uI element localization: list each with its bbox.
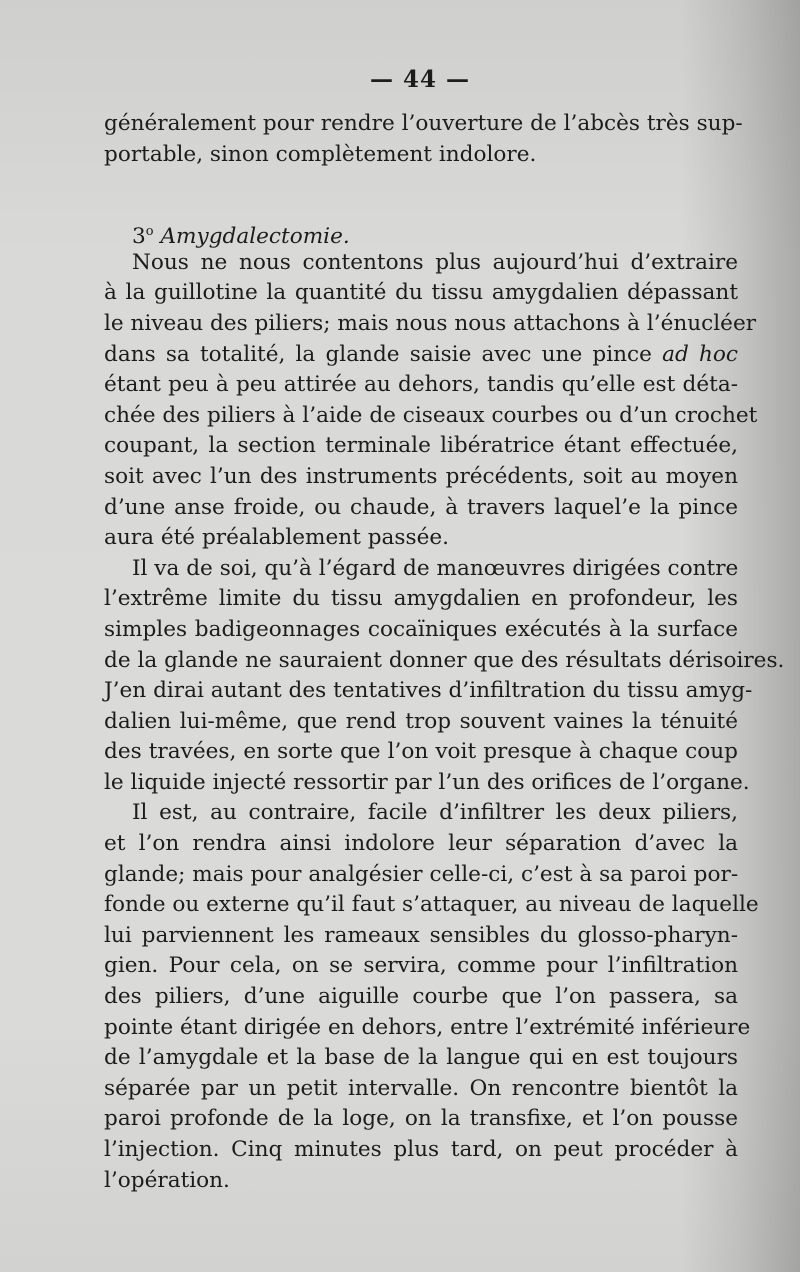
text-line: fonde ou externe qu’il faut s’attaquer, au niveau de laquelle xyxy=(104,892,759,918)
text-line: séparée par un petit intervalle. On rencontre bientôt la xyxy=(104,1075,738,1101)
text-line: de la glande ne sauraient donner que des résultats dérisoires. xyxy=(104,647,785,673)
text-line: généralement pour rendre l’ouverture de l’abcès très sup- xyxy=(104,111,743,136)
text-line: à la guillotine la quantité du tissu amygdalien dépassant xyxy=(104,280,738,306)
text-line: Il est, au contraire, facile d’infiltrer les deux piliers, xyxy=(132,800,738,826)
text-line: Il va de soi, qu’à l’égard de manœuvres dirigées contre xyxy=(132,555,739,581)
text-line: Nous ne nous contentons plus aujourd’hui d’extraire xyxy=(132,249,738,275)
text-line: J’en dirai autant des tentatives d’infiltration du tissu amyg- xyxy=(104,678,753,704)
text-line: et l’on rendra ainsi indolore leur séparation d’avec la xyxy=(104,831,738,857)
text-line: dans sa totalité, la glande saisie avec une pince ad hoc xyxy=(104,341,738,367)
text-line: d’une anse froide, ou chaude, à travers laquel’e la pince xyxy=(104,494,738,520)
text-line: de l’amygdale et la base de la langue qui en est toujours xyxy=(104,1045,738,1071)
section-number: 3$^o$ xyxy=(132,224,154,250)
page-body xyxy=(104,109,785,1196)
text-line: simples badigeonnages cocaïniques exécutés à la surface xyxy=(104,616,738,642)
text-line: portable, sinon complètement indolore. xyxy=(104,141,537,167)
text-line: chée des piliers à l’aide de ciseaux courbes ou d’un crochet xyxy=(104,402,758,428)
text-line: coupant, la section terminale libératrice étant effectuée, xyxy=(104,433,738,459)
text-line: l’extrême limite du tissu amygdalien en profondeur, les xyxy=(104,586,738,612)
text-line: aura été préalablement passée. xyxy=(104,525,450,551)
text-line: dalien lui-même, que rend trop souvent vaines la ténuité xyxy=(104,708,738,734)
text-line: des piliers, d’une aiguille courbe que l’on passera, sa xyxy=(104,984,738,1010)
text-line: l’opération. xyxy=(104,1167,230,1193)
text-line: étant peu à peu attirée au dehors, tandis qu’elle est déta- xyxy=(104,372,738,398)
section-title: Amygdalectomie. xyxy=(160,224,350,250)
text-line: pointe étant dirigée en dehors, entre l’extrémité inférieure xyxy=(104,1014,751,1040)
text-line: glande; mais pour analgésier celle-ci, c’est à sa paroi por- xyxy=(104,861,739,887)
text-line: le liquide injecté ressortir par l’un des orifices de l’organe. xyxy=(104,769,750,795)
page-number: — 44 — xyxy=(369,66,471,93)
text-line: gien. Pour cela, on se servira, comme pour l’infiltration xyxy=(104,953,738,979)
paragraph-gap xyxy=(104,170,738,217)
section-heading xyxy=(104,217,738,248)
text-line: l’injection. Cinq minutes plus tard, on peut procéder à xyxy=(104,1137,738,1162)
text-line: lui parviennent les rameaux sensibles du glosso-pharyn- xyxy=(104,922,738,948)
text-line: le niveau des piliers; mais nous nous attachons à l’énucléer xyxy=(104,310,757,336)
text-line: paroi profonde de la loge, on la transfixe, et l’on pousse xyxy=(104,1106,738,1132)
text-line: des travées, en sorte que l’on voit presque à chaque coup xyxy=(104,739,738,765)
latin-term: ad hoc xyxy=(662,341,738,367)
text-line: soit avec l’un des instruments précédents, soit au moyen xyxy=(104,463,738,489)
